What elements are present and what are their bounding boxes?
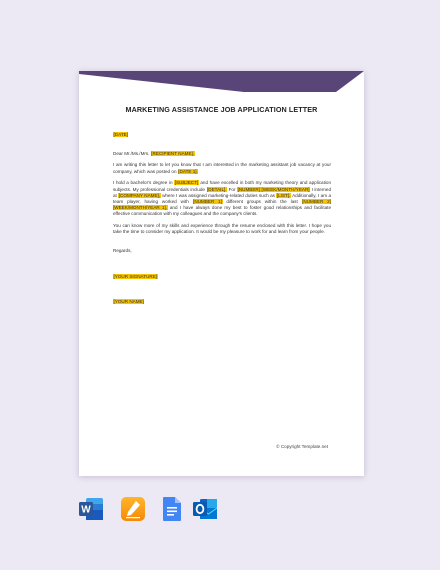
paragraph-2-text: and I have always done my best to foster good relationships and facilitate effective communication with my colleagues and the company's clients. [113,205,331,217]
paragraph-2-text: I interned at [113,186,332,198]
subject-placeholder: [SUBJECT] [174,180,199,186]
list-placeholder: [LIST]. [276,192,291,198]
letter-page [79,71,364,476]
paragraph-2-text: and have excelled in both my marketing theory and application subjects. My professional credentials include [113,180,332,192]
paragraph-2 [113,180,331,217]
closing: Regards, [113,247,132,253]
date-1-placeholder: [DATE 1]. [178,168,198,174]
svg-text:W: W [81,504,91,516]
paragraph-1-text: I am writing this letter to let you know that I am interested in the marketing assistant job vacancy at your company, which was posted on [113,162,331,174]
recipient-placeholder: [RECIPIENT NAME], [151,150,195,156]
paragraph-2-text: For [228,186,236,192]
salutation [113,151,331,157]
letter-title: MARKETING ASSISTANCE JOB APPLICATION LETTER [125,105,318,114]
date-line [113,132,331,138]
date-placeholder: [DATE] [113,132,128,137]
google-docs-icon[interactable] [159,496,185,522]
signature-line [113,274,331,280]
name-placeholder: [YOUR NAME] [113,299,144,305]
duration-2-placeholder: [NUMBER 2] [WEEK/MONTH/YEAR 1], [113,198,331,211]
signature-placeholder: [YOUR SIGNATURE] [113,273,158,279]
paragraph-3: You can know more of my skills and experience through the resume enclosed with this letter. I hope you take the time to consider my application. It would be my pleasure to work for and learn from your people. [113,223,331,235]
letter-body [113,132,331,311]
detail-placeholder: [DETAIL]. [207,186,227,192]
number-1-placeholder: [NUMBER 1] [193,198,223,204]
word-icon[interactable] [78,496,104,522]
outlook-icon[interactable] [192,496,218,522]
paragraph-2-text: I hold a bachelor's degree in [113,180,173,186]
paragraph-2-text: Additionally, I am a team player, having worked with [113,192,332,204]
copyright-text: © Copyright Template.net [276,444,328,449]
duration-placeholder: [NUMBER] [WEEK/MONTH/YEAR] [237,186,310,192]
paragraph-2-text: different groups within the last [226,198,298,204]
pages-icon[interactable] [120,496,146,522]
name-line [113,299,331,305]
paragraph-2-text: where I was assigned marketing-related duties such as [162,192,275,198]
salutation-prefix: Dear Mr./Ms./Mrs. [113,150,150,156]
header-banner [79,71,364,93]
paragraph-1 [113,162,331,174]
company-name-placeholder: [COMPANY NAME], [118,192,161,198]
